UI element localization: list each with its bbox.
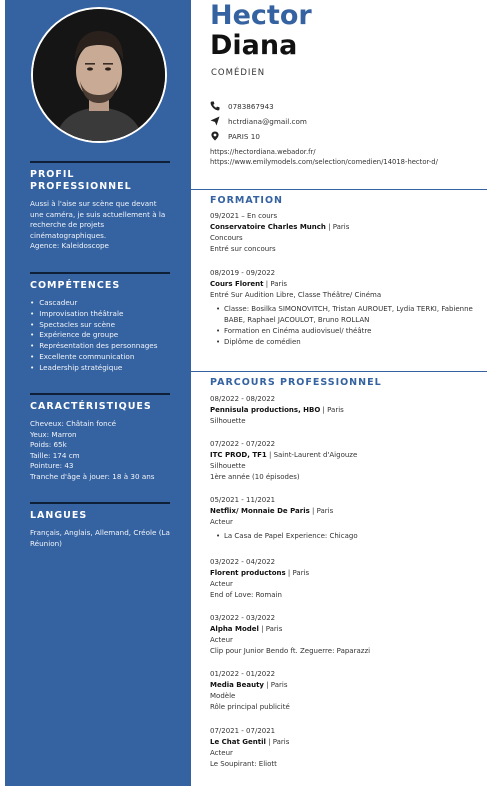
entry-org: Netflix/ Monnaie De Paris <box>210 507 310 515</box>
entry-org: Conservatoire Charles Munch <box>210 223 326 231</box>
section-divider <box>191 371 487 372</box>
list-item: • Improvisation théâtrale <box>30 309 170 320</box>
entry-place: Saint-Laurent d'Aigouze <box>273 451 358 459</box>
entry-place: Paris <box>270 681 288 689</box>
entry-org: Cours Florent <box>210 280 264 288</box>
caracteristiques-section <box>30 393 170 483</box>
send-icon <box>210 116 220 126</box>
caracteristiques-title: CARACTÉRISTIQUES <box>30 401 152 412</box>
competences-section <box>30 272 170 374</box>
email-address: hctrdiana@gmail.com <box>228 116 307 126</box>
entry-line: Silhouette <box>210 462 246 470</box>
entry-dates: 01/2022 - 01/2022 <box>210 670 276 678</box>
parcours-entry <box>210 726 485 770</box>
entry-dates: 07/2021 - 07/2021 <box>210 727 276 735</box>
contact-location <box>210 131 260 141</box>
parcours-title: PARCOURS PROFESSIONNEL <box>210 377 382 388</box>
entry-line: Entré sur concours <box>210 245 276 253</box>
entry-dates: 03/2022 - 03/2022 <box>210 614 276 622</box>
entry-org: Alpha Model <box>210 625 259 633</box>
entry-place: Paris <box>272 738 290 746</box>
entry-org-line: Conservatoire Charles Munch | Paris <box>210 223 350 231</box>
profile-links <box>210 147 438 167</box>
caracteristique-item: Cheveux: Châtain foncé <box>30 419 117 428</box>
entry-line: Rôle principal publicité <box>210 703 290 711</box>
entry-bullets <box>210 531 485 542</box>
caracteristique-item: Tranche d'âge à jouer: 18 à 30 ans <box>30 471 155 481</box>
caracteristique-item: Poids: 65k <box>30 440 67 450</box>
entry-org: Pennisula productions, HBO <box>210 406 321 414</box>
langues-text: Français, Anglais, Allemand, Créole (La Réunion) <box>30 528 170 548</box>
entry-org: Le Chat Gentil <box>210 738 266 746</box>
parcours-entry <box>210 439 485 483</box>
profil-section <box>30 161 170 252</box>
entry-dates: 03/2022 - 04/2022 <box>210 558 276 566</box>
langues-section <box>30 502 170 549</box>
formation-entry <box>210 211 485 255</box>
entry-org-line: Le Chat Gentil | Paris <box>210 738 290 746</box>
list-item: • Formation en Cinéma audiovisuel/ théâtre <box>217 326 485 337</box>
entry-org: Florent productons <box>210 569 286 577</box>
divider <box>30 502 170 504</box>
caracteristique-item: Yeux: Marron <box>30 429 77 439</box>
entry-line: End of Love: Romain <box>210 591 282 599</box>
role-title: COMÉDIEN <box>211 68 266 78</box>
list-item: • Cascadeur <box>30 298 170 309</box>
entry-place: Paris <box>327 406 344 414</box>
profile-photo <box>31 7 167 143</box>
profil-title: PROFIL PROFESSIONNEL <box>30 169 132 192</box>
entry-org-line: Florent productons | Paris <box>210 569 310 577</box>
profil-text: Aussi à l'aise sur scène que devant une caméra, je suis actuellement à la recherche de projets cinématographiques. <box>30 199 166 240</box>
entry-line: Entré Sur Audition Libre, Classe Théâtre/ Cinéma <box>210 291 382 299</box>
parcours-entry <box>210 669 485 713</box>
first-name: Hector <box>210 0 312 31</box>
entry-org: ITC PROD, TF1 <box>210 451 267 459</box>
parcours-entry <box>210 495 485 542</box>
entry-line: Modèle <box>210 692 236 700</box>
phone-number: 0783867943 <box>228 101 274 111</box>
entry-place: Paris <box>270 280 287 288</box>
formation-entry <box>210 268 485 348</box>
list-item: • La Casa de Papel Experience: Chicago <box>217 531 485 542</box>
contact-email[interactable] <box>210 116 307 126</box>
parcours-entry <box>210 557 485 601</box>
formation-title: FORMATION <box>210 195 283 206</box>
entry-place: Paris <box>292 569 310 577</box>
entry-line: Acteur <box>210 518 233 526</box>
entry-place: Paris <box>265 625 283 633</box>
entry-line: 1ère année (10 épisodes) <box>210 473 300 481</box>
location-text: PARIS 10 <box>228 131 260 141</box>
langues-title: LANGUES <box>30 510 88 521</box>
contact-phone[interactable] <box>210 101 274 111</box>
entry-org: Media Beauty <box>210 681 264 689</box>
entry-line: Clip pour Junior Bendo ft. Zeguerre: Paparazzi <box>210 647 371 655</box>
entry-org-line: Cours Florent | Paris <box>210 280 287 288</box>
entry-org-line: Netflix/ Monnaie De Paris | Paris <box>210 507 334 515</box>
list-item: • Classe: Bosilka SIMONOVITCH, Tristan AUROUET, Lydia TERKI, Fabienne BABE, Raphael JACOULOT, Bruno ROLLAN <box>217 304 485 326</box>
last-name: Diana <box>210 30 298 61</box>
portrait-illustration <box>33 9 165 141</box>
parcours-entry <box>210 613 485 657</box>
entry-place: Paris <box>316 507 334 515</box>
divider <box>30 161 170 163</box>
entry-place: Paris <box>332 223 350 231</box>
entry-bullets <box>210 304 485 348</box>
list-item: • Leadership stratégique <box>30 363 170 374</box>
divider <box>30 393 170 395</box>
list-item: • Spectacles sur scène <box>30 320 170 331</box>
divider <box>30 272 170 274</box>
profile-photo-image <box>33 9 165 141</box>
entry-line: Concours <box>210 234 243 242</box>
entry-org-line: Pennisula productions, HBO | Paris <box>210 406 344 414</box>
location-pin-icon <box>210 131 220 141</box>
entry-org-line: Media Beauty | Paris <box>210 681 288 689</box>
entry-line: Acteur <box>210 580 233 588</box>
parcours-entry <box>210 394 485 427</box>
entry-dates: 08/2019 - 09/2022 <box>210 269 276 277</box>
entry-line: Silhouette <box>210 417 246 425</box>
list-item: • Excellente communication <box>30 352 170 363</box>
section-divider <box>191 189 487 190</box>
caracteristique-item: Taille: 174 cm <box>30 450 80 460</box>
entry-line: Le Soupirant: Eliott <box>210 760 277 768</box>
entry-dates: 07/2022 - 07/2022 <box>210 440 276 448</box>
list-item: • Expérience de groupe <box>30 330 170 341</box>
entry-dates: 05/2021 - 11/2021 <box>210 496 276 504</box>
entry-dates: 09/2021 – En cours <box>210 212 278 220</box>
entry-line: Acteur <box>210 749 233 757</box>
list-item: • Diplôme de comédien <box>217 337 485 348</box>
caracteristique-item: Pointure: 43 <box>30 461 74 471</box>
entry-line: Acteur <box>210 636 233 644</box>
sidebar <box>5 0 191 786</box>
agency-link[interactable]: https://www.emilymodels.com/selection/comedien/14018-hector-d/ <box>210 158 438 166</box>
competences-list <box>30 298 170 374</box>
website-link[interactable]: https://hectordiana.webador.fr/ <box>210 148 316 156</box>
entry-org-line: Alpha Model | Paris <box>210 625 283 633</box>
entry-org-line: ITC PROD, TF1 | Saint-Laurent d'Aigouze <box>210 451 358 459</box>
phone-icon <box>210 101 220 111</box>
list-item: • Représentation des personnages <box>30 341 170 352</box>
entry-dates: 08/2022 - 08/2022 <box>210 395 276 403</box>
profil-agency: Agence: Kaleidoscope <box>30 241 109 251</box>
competences-title: COMPÉTENCES <box>30 280 121 291</box>
